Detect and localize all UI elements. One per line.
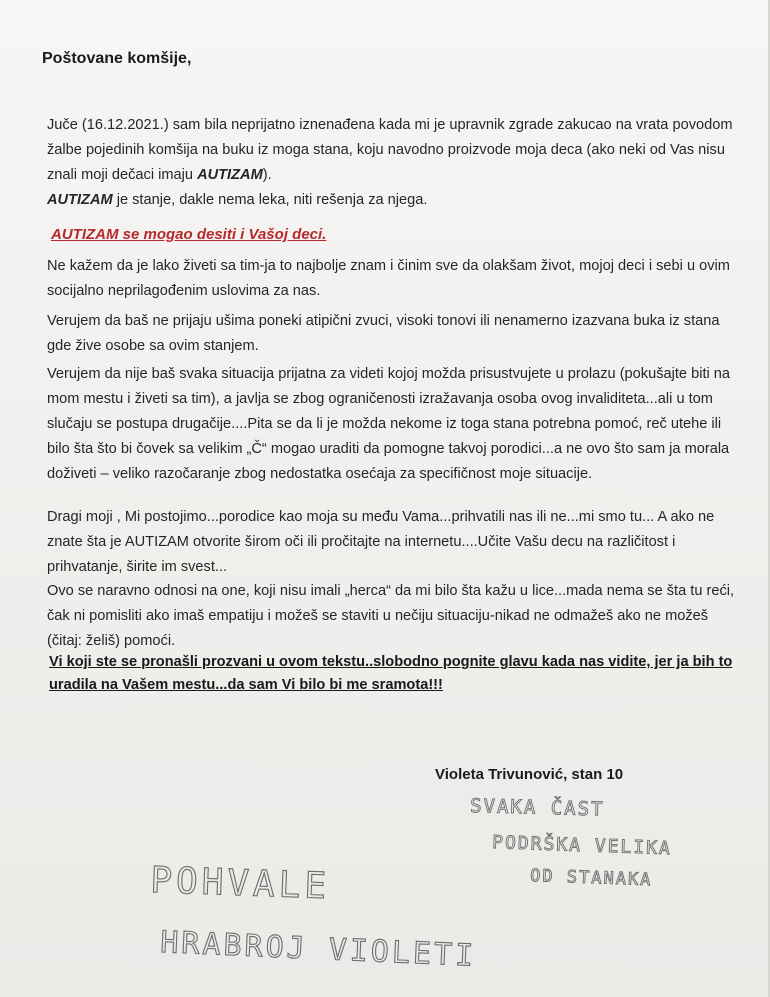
letter-greeting: Poštovane komšije,	[42, 50, 192, 67]
paragraph-2	[47, 188, 737, 213]
paragraph-4: Verujem da baš ne prijaju ušima poneki atipični zvuci, visoki tonovi ili nenamerno izazvana buka iz stana gde žive osobe sa ovim stanjem.	[47, 313, 720, 354]
note-2-line-2: HRABROJ VIOLETI	[159, 925, 477, 974]
paragraph-1-text: Juče (16.12.2021.) sam bila neprijatno iznenađena kada mi je upravnik zgrade zakucao na vrata povodom žalbe pojedinih komšija na buku iz moga stana, koju navodno proizvode moja deca (ako neki od Vas nisu znali moji dečaci imaju	[47, 117, 733, 183]
paragraph-6: Dragi moji , Mi postojimo...porodice kao moja su među Vama...prihvatili nas ili ne...mi smo tu... A ako ne znate šta je AUTIZAM otvorite širom oči ili pročitajte na internetu....Učite Vašu decu na različitost i prihvatanje, širite im svest...	[47, 509, 715, 575]
paragraph-7: Ovo se naravno odnosi na one, koji nisu imali „herca“ da mi bilo šta kažu u lice...mada nema se šta tu reći, čak ni pomisliti ako imaš empatiju i možeš se staviti u nečiju situaciju-nikad ne odmažeš ako ne možeš (čitaj: želiš) pomoći.	[47, 583, 735, 649]
closing-statement: Vi koji ste se pronašli prozvani u ovom tekstu..slobodno pognite glavu kada nas vidite, jer ja bih to uradila na Vašem mestu...da sam Vi bilo bi me sramota!!!	[49, 654, 733, 693]
paragraph-2-text: je stanje, dakle nema leka, niti rešenja za njega.	[112, 192, 428, 208]
note-2-line-1: POHVALE	[149, 860, 331, 908]
note-1-line-2: PODRŠKA VELIKA	[491, 832, 673, 860]
paragraph-5: Verujem da nije baš svaka situacija prijatna za videti kojoj možda prisustvujete u prolazu (pokušajte biti na mom mestu i živeti sa tim), a javlja se zbog ograničenosti izražavanja osoba ovog invaliditeta...ali u tom slučaju se postupa drugačije....Pita se da li je možda nekome iz toga stana potrebna pomoć, reč utehe ili bilo šta što bi čovek sa velikim „Č“ mogao uraditi da pomogne takvoj porodici...a ne ovo što sam ja morala doživeti – veliko razočaranje zbog nedostatka osećaja za specifičnost moje situacije.	[47, 366, 731, 482]
paragraph-2-autizam: AUTIZAM	[47, 192, 113, 208]
paragraph-1	[47, 113, 737, 188]
paragraph-3: Ne kažem da je lako živeti sa tim-ja to najbolje znam i činim sve da olakšam život, mojoj deci i sebi u ovim socijalno neprilagođenim uslovima za nas.	[47, 258, 730, 299]
paragraph-1-autizam: AUTIZAM	[197, 167, 263, 183]
note-1-line-1: SVAKA ČAST	[469, 795, 605, 821]
note-1-line-3: OD STANAKA	[529, 866, 653, 891]
highlight-red-statement: AUTIZAM se mogao desiti i Vašoj deci.	[51, 226, 327, 243]
signature: Violeta Trivunović, stan 10	[435, 766, 624, 783]
paragraph-1-end: ).	[262, 167, 272, 183]
